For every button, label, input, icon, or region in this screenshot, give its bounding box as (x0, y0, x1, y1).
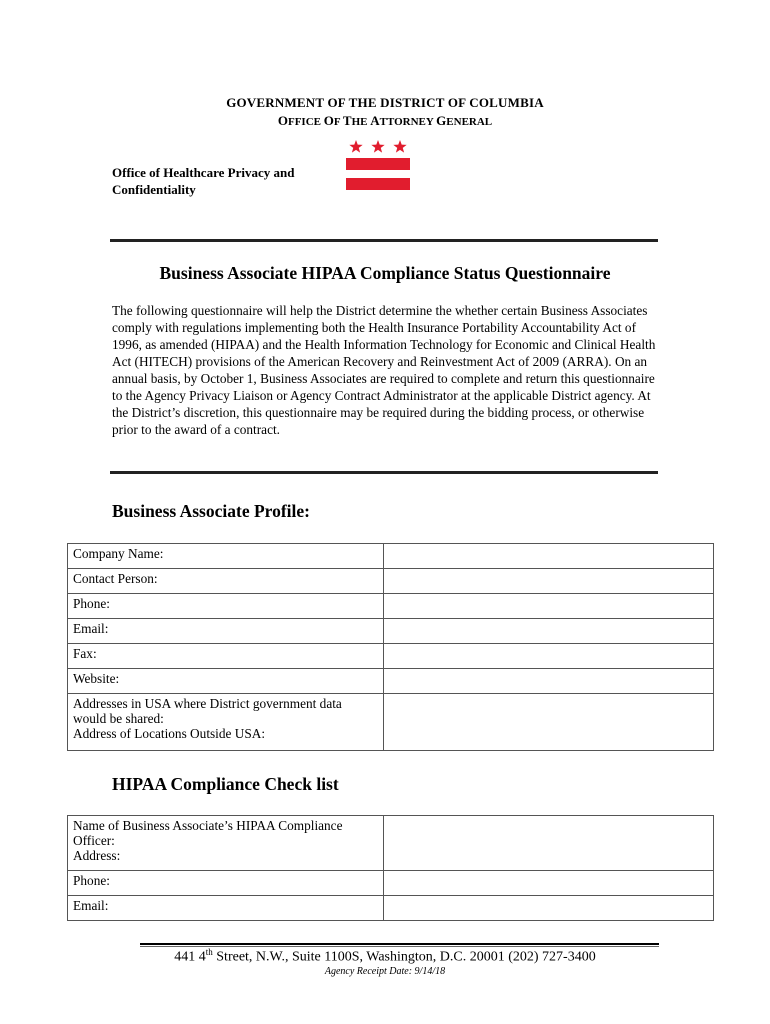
table-row (68, 644, 714, 669)
checklist-heading: HIPAA Compliance Check list (112, 774, 339, 794)
sub-office-name: Office of Healthcare Privacy and Confidentiality (112, 165, 295, 197)
officer-name-label: Name of Business Associate’s HIPAA Compliance Officer: (73, 818, 343, 848)
footer-address (0, 947, 770, 966)
table-row (68, 896, 714, 921)
flag-star-icon (371, 140, 384, 153)
intro-paragraph: The following questionnaire will help the District determine the whether certain Business Associates comply with regulations implementing both the Health Insurance Portability Accountability Act of 1996, as amended (HIPAA) and the Health Information Technology for Economic and Clinical Health Act (HITECH) provisions of the American Recovery and Reinvestment Act of 2009 (ARRA). On an annual basis, by October 1, Business Associates are required to complete and return this questionnaire to the Agency Privacy Liaison or Agency Contract Administrator at the applicable District agency. At the District’s discretion, this questionnaire may be required during the bidding process, or otherwise prior to the award of a contract. (112, 303, 656, 437)
header-divider (110, 239, 658, 242)
addresses-label (68, 694, 384, 751)
profile-heading: Business Associate Profile: (112, 501, 311, 521)
flag-star-icon (393, 140, 406, 153)
table-row (68, 619, 714, 644)
addresses-outside-label: Address of Locations Outside USA: (73, 726, 266, 741)
agency-receipt-date: Agency Receipt Date: 9/14/18 (324, 966, 446, 977)
table-row (68, 694, 714, 751)
dc-flag-icon (346, 138, 410, 192)
phone-field[interactable] (384, 594, 714, 619)
fax-field[interactable] (384, 644, 714, 669)
flag-bar-bottom (346, 178, 410, 190)
table-row (68, 569, 714, 594)
fax-label: Fax: (68, 644, 384, 669)
website-label: Website: (68, 669, 384, 694)
table-row (68, 669, 714, 694)
company-name-label: Company Name: (68, 544, 384, 569)
table-row (68, 816, 714, 871)
government-title: GOVERNMENT OF THE DISTRICT OF COLUMBIA (226, 95, 544, 110)
footer-address-rest: Street, N.W., Suite 1100S, Washington, D.C. 20001 (202) 727-3400 (212, 949, 596, 965)
table-row (68, 544, 714, 569)
footer-address-number: 441 4 (174, 949, 206, 965)
phone-label: Phone: (68, 594, 384, 619)
flag-bar-top (346, 158, 410, 170)
table-row (68, 594, 714, 619)
contact-person-field[interactable] (384, 569, 714, 594)
website-field[interactable] (384, 669, 714, 694)
flag-star-icon (349, 140, 362, 153)
intro-divider (110, 471, 658, 474)
officer-phone-label: Phone: (68, 871, 384, 896)
officer-phone-field[interactable] (384, 871, 714, 896)
table-row (68, 871, 714, 896)
profile-table (67, 543, 714, 751)
officer-address-label: Address: (73, 848, 121, 863)
checklist-table (67, 815, 714, 921)
footer-divider (140, 943, 659, 945)
addresses-field[interactable] (384, 694, 714, 751)
email-label: Email: (68, 619, 384, 644)
officer-email-label: Email: (68, 896, 384, 921)
email-field[interactable] (384, 619, 714, 644)
company-name-field[interactable] (384, 544, 714, 569)
document-title: Business Associate HIPAA Compliance Status Questionnaire (159, 263, 611, 283)
attorney-general-title: OFFICE OF THE ATTORNEY GENERAL (277, 113, 493, 128)
officer-label (68, 816, 384, 871)
officer-email-field[interactable] (384, 896, 714, 921)
officer-field[interactable] (384, 816, 714, 871)
footer-address-ordinal: th (205, 947, 213, 957)
addresses-usa-label: Addresses in USA where District government data would be shared: (73, 696, 342, 726)
contact-person-label: Contact Person: (68, 569, 384, 594)
